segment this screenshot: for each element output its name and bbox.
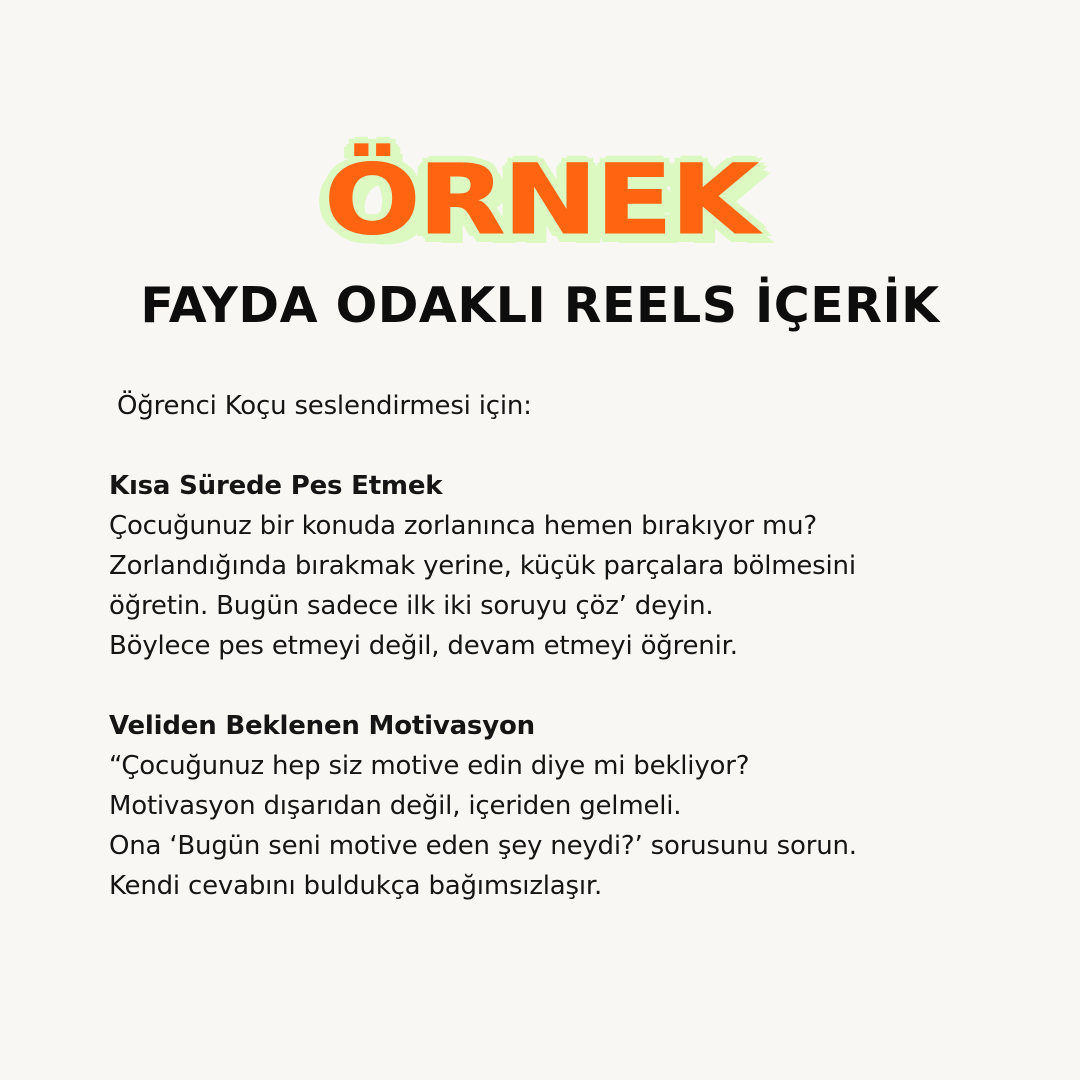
- section-line: Böylece pes etmeyi değil, devam etmeyi öğrenir.: [109, 631, 738, 661]
- section-line: Zorlandığında bırakmak yerine, küçük parçalara bölmesini: [109, 551, 856, 581]
- section-line: Kendi cevabını buldukça bağımsızlaşır.: [109, 871, 603, 901]
- section-line: öğretin. Bugün sadece ilk iki soruyu çöz’ deyin.: [109, 591, 714, 621]
- example-badge: [0, 144, 1080, 256]
- page-title: FAYDA ODAKLI REELS İÇERİK: [140, 277, 940, 334]
- section-line: “Çocuğunuz hep siz motive edin diye mi bekliyor?: [109, 751, 750, 781]
- example-badge-text: ÖRNEK: [324, 144, 756, 256]
- content-body: [109, 386, 1009, 906]
- section-quick-giving-up: [109, 466, 1009, 666]
- section-line: Ona ‘Bugün seni motive eden şey neydi?’ sorusunu sorun.: [109, 831, 857, 861]
- intro-text: Öğrenci Koçu seslendirmesi için:: [117, 391, 532, 421]
- section-line: Motivasyon dışarıdan değil, içeriden gelmeli.: [109, 791, 682, 821]
- section-parent-motivation: [109, 706, 1009, 906]
- section-heading: Veliden Beklenen Motivasyon: [109, 711, 535, 741]
- section-line: Çocuğunuz bir konuda zorlanınca hemen bırakıyor mu?: [109, 511, 817, 541]
- section-heading: Kısa Sürede Pes Etmek: [109, 471, 443, 501]
